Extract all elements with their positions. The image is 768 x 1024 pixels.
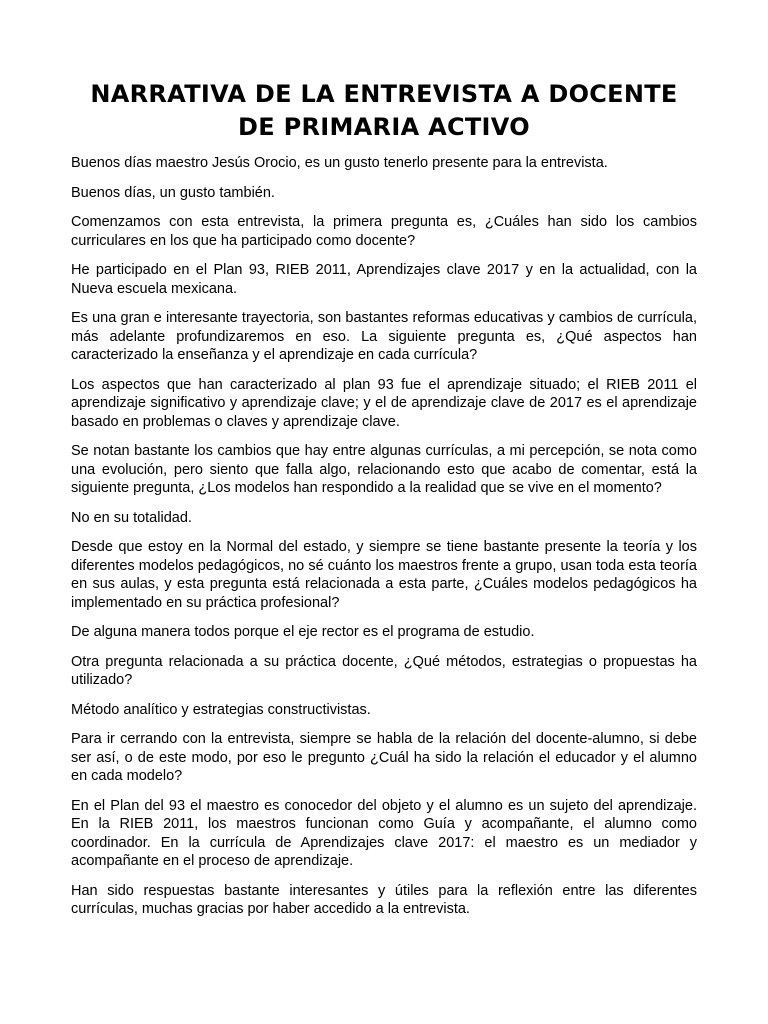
paragraph-answer-1: He participado en el Plan 93, RIEB 2011, Aprendizajes clave 2017 y en la actualidad, con la Nueva escuela mexicana.	[71, 262, 697, 297]
paragraph-answer-2: Los aspectos que han caracterizado al plan 93 fue el aprendizaje situado; el RIEB 2011 el aprendizaje significativo y aprendizaje clave; y el de aprendizaje clave de 2017 es el aprendizaje basado en problemas o claves y aprendizaje clave.	[71, 376, 697, 430]
paragraph-answer-4: De alguna manera todos porque el eje rector es el programa de estudio.	[71, 624, 535, 640]
document-page	[71, 78, 697, 930]
paragraph-question-3: Se notan bastante los cambios que hay entre algunas currículas, a mi percepción, se nota como una evolución, pero siento que falla algo, relacionando esto que acabo de comentar, está la siguiente pregunta, ¿Los modelos han respondido a la realidad que se vive en el momento?	[71, 443, 697, 496]
paragraph-question-2: Es una gran e interesante trayectoria, son bastantes reformas educativas y cambios de currícula, más adelante profundizaremos en eso. La siguiente pregunta es, ¿Qué aspectos han caracterizado la enseñanza y el aprendizaje en cada currícula?	[71, 310, 697, 363]
paragraph-question-6: Para ir cerrando con la entrevista, siempre se habla de la relación del docente-alumno, si debe ser así, o de este modo, por eso le pregunto ¿Cuál ha sido la relación el educador y el alumno en cada modelo?	[71, 731, 697, 784]
paragraph-question-4: Desde que estoy en la Normal del estado, y siempre se tiene bastante presente la teoría y los diferentes modelos pedagógicos, no sé cuánto los maestros frente a grupo, usan toda esta teoría en sus aulas, y esta pregunta está relacionada a esta parte, ¿Cuáles modelos pedagógicos ha implementado en su práctica profesional?	[71, 539, 697, 611]
paragraph-answer-6: En el Plan del 93 el maestro es conocedor del objeto y el alumno es un sujeto del aprendizaje. En la RIEB 2011, los maestros funcionan como Guía y acompañante, el alumno como coordinador. En la currícula de Aprendizajes clave 2017: el maestro es un mediador y acompañante en el proceso de aprendizaje.	[71, 797, 697, 869]
paragraph-closing: Han sido respuestas bastante interesantes y útiles para la reflexión entre las diferentes currículas, muchas gracias por haber accedido a la entrevista.	[71, 882, 697, 917]
paragraph-question-5: Otra pregunta relacionada a su práctica docente, ¿Qué métodos, estrategias o propuestas ha utilizado?	[71, 653, 697, 688]
paragraph-greeting-reply: Buenos días, un gusto también.	[71, 184, 275, 201]
document-title: NARRATIVA DE LA ENTREVISTA A DOCENTE DE PRIMARIA ACTIVO	[90, 80, 678, 141]
paragraph-greeting: Buenos días maestro Jesús Orocio, es un gusto tenerlo presente para la entrevista.	[71, 155, 608, 171]
paragraph-answer-5: Método analítico y estrategias constructivistas.	[71, 701, 371, 718]
paragraph-question-1: Comenzamos con esta entrevista, la primera pregunta es, ¿Cuáles han sido los cambios curriculares en los que ha participado como docente?	[71, 214, 697, 249]
paragraph-answer-3: No en su totalidad.	[71, 509, 192, 526]
